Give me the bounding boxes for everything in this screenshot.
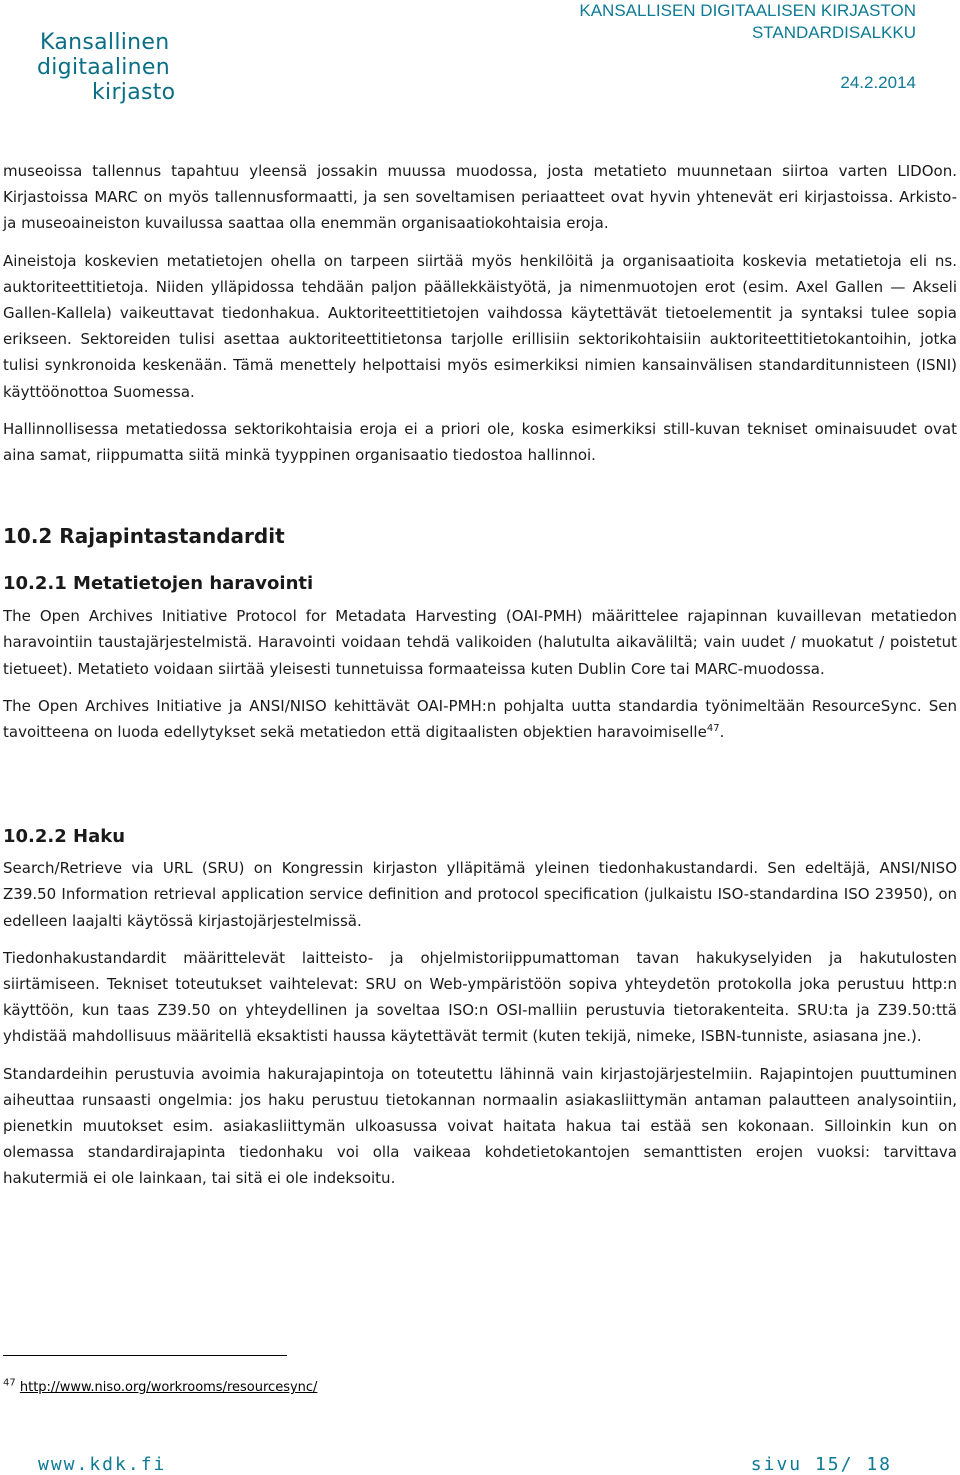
paragraph: Hallinnollisessa metatiedossa sektorikohtaisia eroja ei a priori ole, koska esimerkiksi still-kuvan tekniset ominaisuudet ovat aina samat, riippumatta siitä minkä tyyppinen organisaatio tiedostoa hallinnoi. xyxy=(3,419,957,465)
kdk-logo xyxy=(37,30,176,105)
paragraph: Standardeihin perustuvia avoimia hakurajapintoja on toteutettu lähinnä vain kirjastojärjestelmiin. Rajapintojen puuttuminen aiheuttaa runsaasti ongelmia: jos haku perustuu tietokannan normaalin asiakasliittymän antaman palautteen analysointiin, pienetkin muutokset esim. asiakasliittymän ulkoasussa voivat haitata hakua tai estää sen kokonaan. Silloinkin kun on olemassa standardirajapinta tiedonhaku voi olla vaikeaa kohdetietokantojen semanttisten erojen vuoksi: tarvittava hakutermiä ei ole lainkaan, tai sitä ei ole indeksoitu. xyxy=(3,1064,957,1188)
header-title-line2: STANDARDISALKKU xyxy=(751,23,916,42)
paragraph: Tiedonhakustandardit määrittelevät laitteisto- ja ohjelmistoriippumattoman tavan hakukyselyiden ja hakutulosten siirtämiseen. Tekniset toteutukset vaihtelevat: SRU on Web-ympäristöön sopiva yhteydetön protokolla joka perustuu http:n käyttöön, kun taas Z39.50 on yhteydellinen ja soveltaa ISO:n OSI-malliin perustuvia tietorakenteita. SRU:ta ja Z39.50:ttä yhdistää mahdollisuus määritellä eksaktisti haussa käytettävät termit (kuten tekijä, nimeke, ISBN-tunniste, asiasana jne.). xyxy=(3,948,957,1046)
section-heading: 10.2 Rajapintastandardit xyxy=(3,524,285,548)
paragraph: The Open Archives Initiative Protocol for Metadata Harvesting (OAI-PMH) määrittelee rajapinnan kuvaillevan metatiedon haravointiin taustajärjestelmistä. Haravointi voidaan tehdä valikoiden (halutulta aikaväliltä; vain uudet / muokatut / poistetut tietueet). Metatieto voidaan siirtää yleisesti tunnetuissa formaateissa kuten Dublin Core tai MARC-muodossa. xyxy=(3,607,957,678)
footer-site[interactable]: www.kdk.fi xyxy=(38,1454,167,1475)
header-date: 24.2.2014 xyxy=(840,73,916,92)
paragraph: Search/Retrieve via URL (SRU) on Kongressin kirjaston ylläpitämä yleinen tiedonhakustandardi. Sen edeltäjä, ANSI/NISO Z39.50 Information retrieval application service definition and protocol specification (julkaistu ISO-standardina ISO 23950), on edelleen laajalti käytössä kirjastojärjestelmissä. xyxy=(3,859,957,930)
footnote-number: 47 xyxy=(3,1377,16,1389)
logo-line: digitaalinen xyxy=(37,55,170,80)
logo-line: kirjasto xyxy=(92,80,176,105)
page-header xyxy=(579,0,916,94)
footnote-link[interactable]: http://www.niso.org/workrooms/resourcesync/ xyxy=(19,1380,318,1395)
paragraph: museoissa tallennus tapahtuu yleensä jossakin muussa muodossa, josta metatieto muunnetaan siirtoa varten LIDOon. Kirjastoissa MARC on myös tallennusformaatti, ja sen soveltamisen periaatteet ovat hyvin yhtenevät eri kirjastoissa. Arkisto- ja museoaineiston kuvailussa saattaa olla enemmän organisaatiokohtaisia eroja. xyxy=(3,162,957,233)
subsection-haku xyxy=(3,824,957,1192)
body-text xyxy=(3,158,957,468)
footnote-ref[interactable]: 47 xyxy=(706,723,720,735)
footnote-divider xyxy=(3,1355,287,1356)
subsection-haravointi xyxy=(3,571,957,745)
paragraph-end: . xyxy=(719,723,725,742)
subsection-heading: 10.2.2 Haku xyxy=(3,826,126,847)
footer-page-number: sivu 15/ 18 xyxy=(750,1454,892,1475)
subsection-heading: 10.2.1 Metatietojen haravointi xyxy=(3,573,314,594)
paragraph xyxy=(3,693,957,745)
header-title-line1: KANSALLISEN DIGITAALISEN KIRJASTON xyxy=(579,1,916,20)
footnote xyxy=(3,1377,318,1395)
logo-line: Kansallinen xyxy=(40,30,170,55)
paragraph-text: The Open Archives Initiative ja ANSI/NISO kehittävät OAI-PMH:n pohjalta uutta standardia työnimeltään ResourceSync. Sen tavoitteena on luoda edellytykset sekä metatiedon että digitaalisten objektien haravoimiselle xyxy=(3,696,957,742)
paragraph: Aineistoja koskevien metatietojen ohella on tarpeen siirtää myös henkilöitä ja organisaatioita koskevia metatietoja eli ns. auktoriteettitietoja. Niiden ylläpidossa tehdään paljon päällekkäistyötä, ja nimenmuotojen erot (esim. Axel Gallen — Akseli Gallen-Kallela) vaikeuttavat tiedonhakua. Auktoriteettitietojen vaihdossa käytettävät tietoelementit ja syntaksi tulee sopia erikseen. Sektoreiden tulisi asettaa auktoriteettitietonsa tarjolle erillisiin sektorikohtaisiin auktoriteettitietokantoihin, jotka tulisi synkronoida keskenään. Tämä menettely helpottaisi myös esimerkiksi nimien kansainvälisen standarditunnisteen (ISNI) käyttöönottoa Suomessa. xyxy=(3,251,957,401)
